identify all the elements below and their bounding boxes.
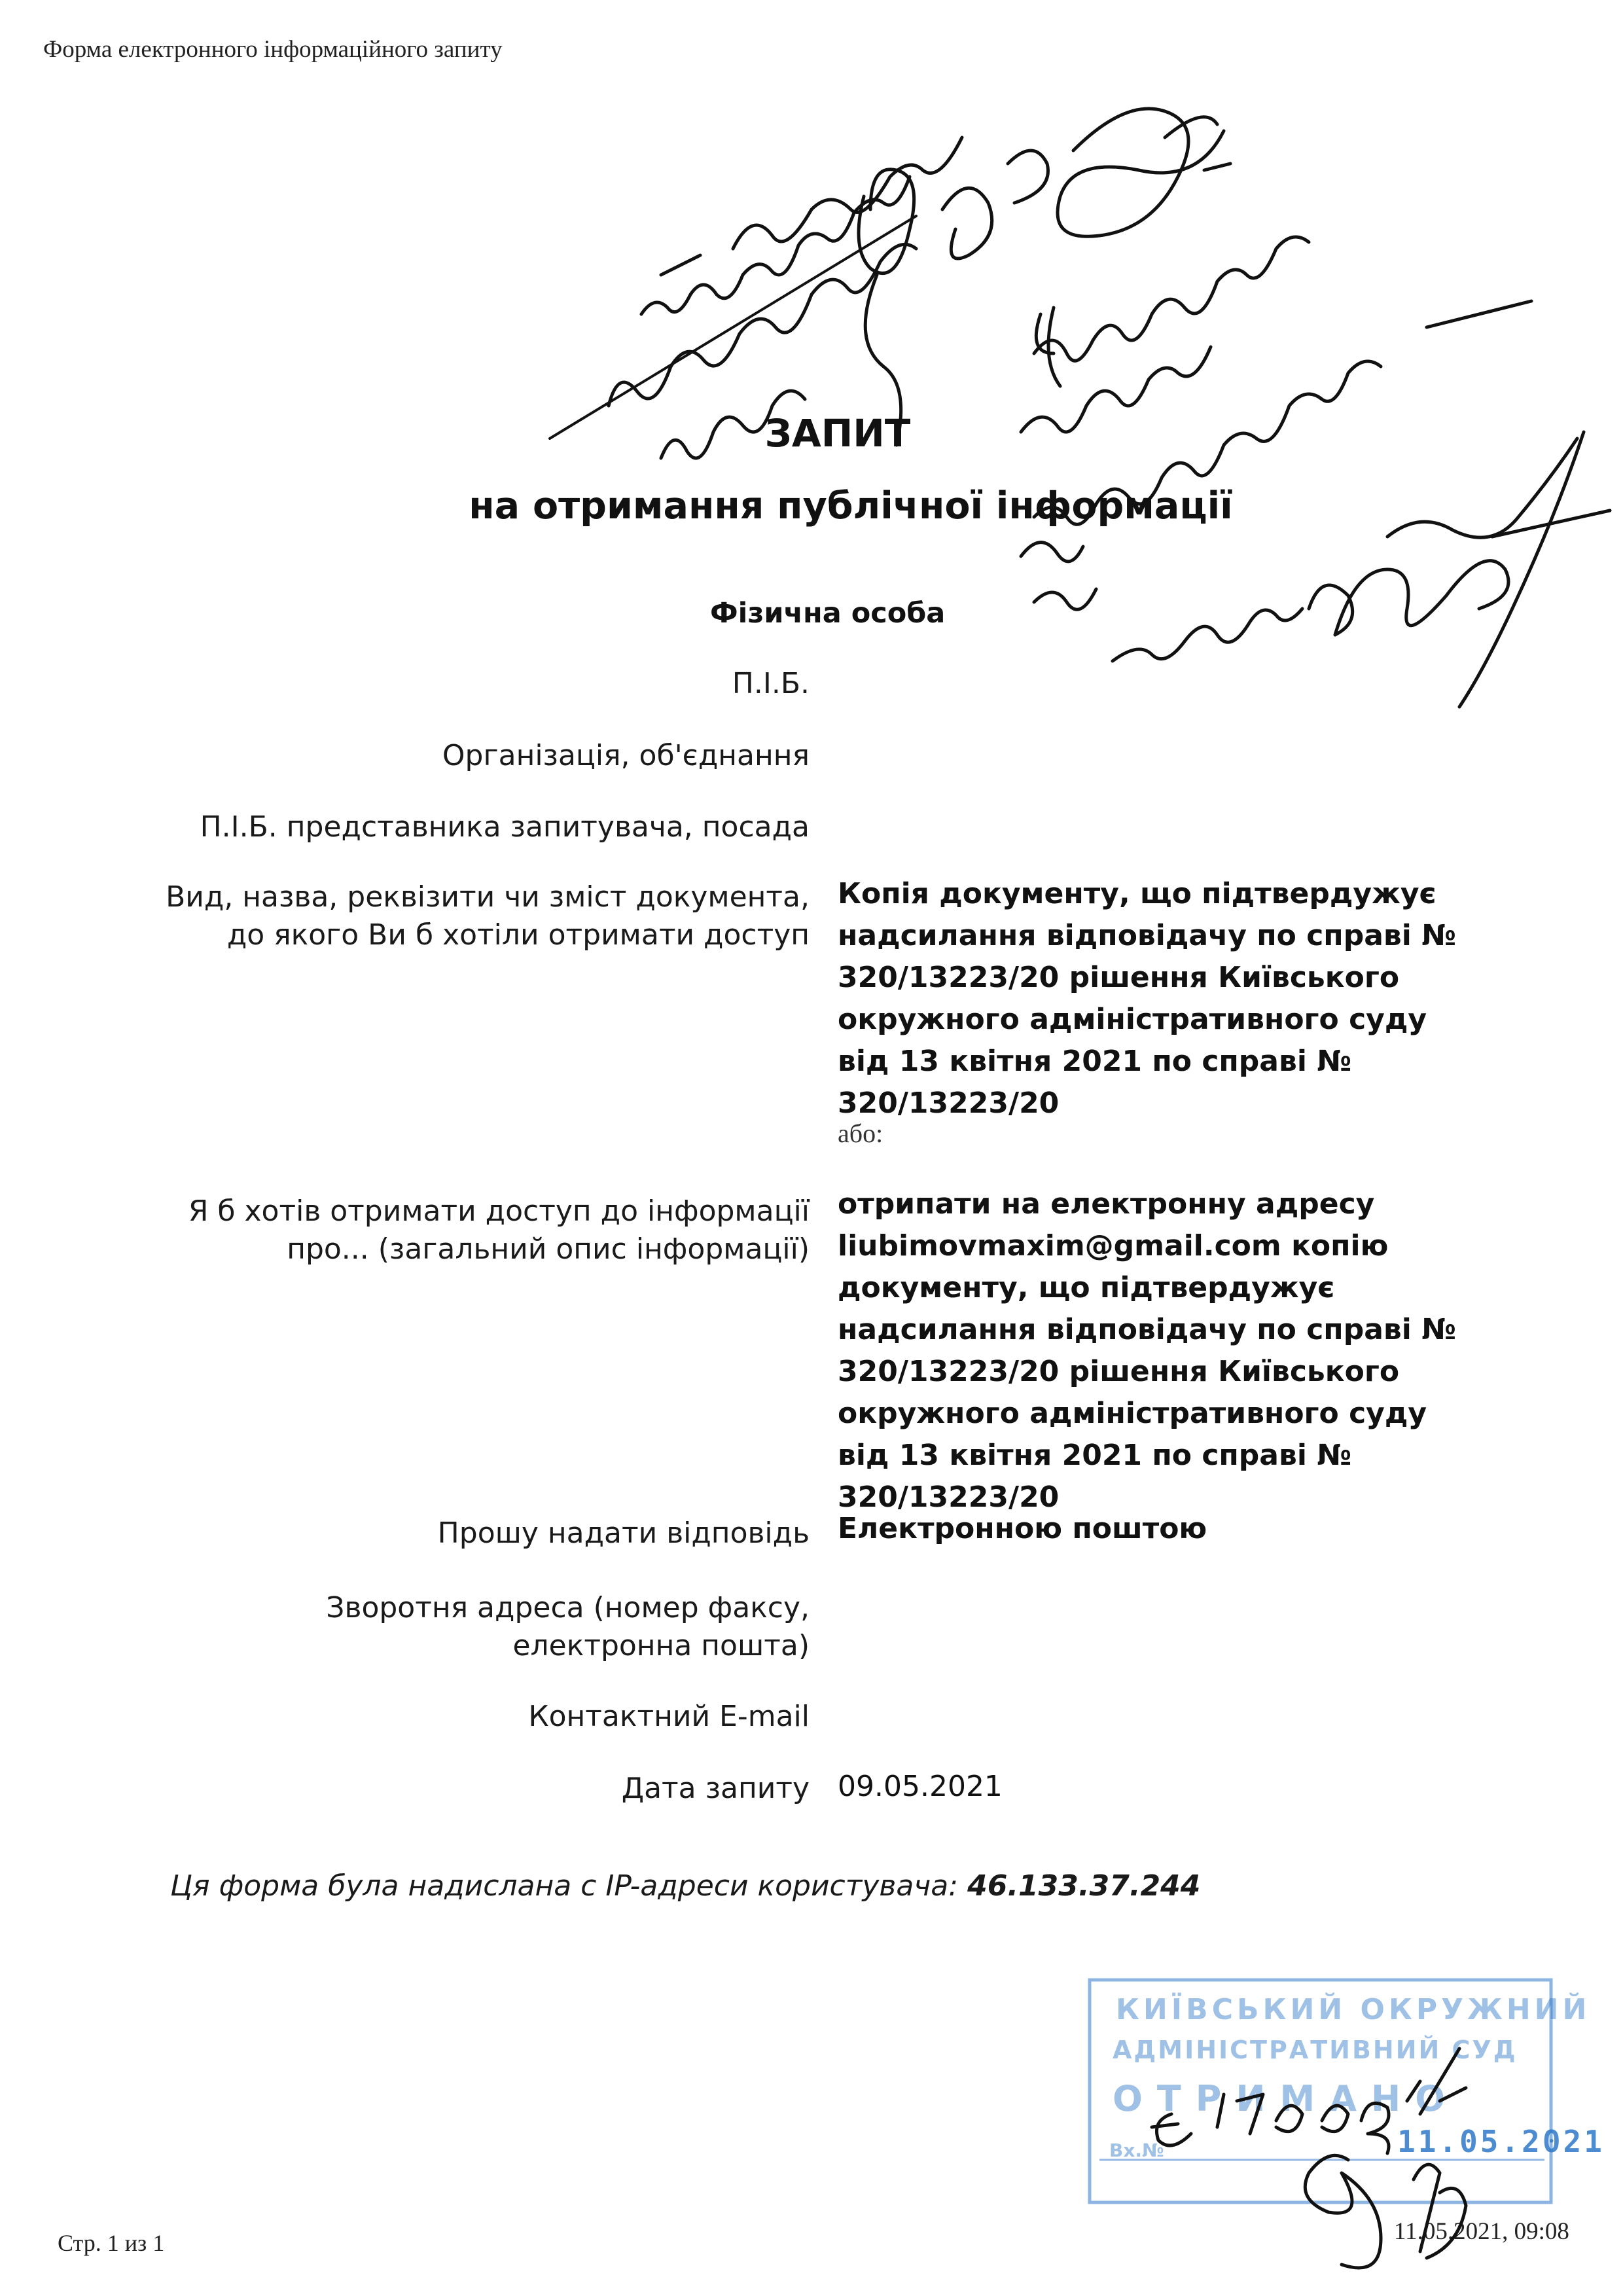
section-heading: Фізична особа — [710, 597, 946, 630]
svg-text:ОТРИМАНО: ОТРИМАНО — [1113, 2078, 1460, 2119]
field-value-information-request: отрипати на електронну адресу liubimovmaxim@gmail.com копію документу, що підтвердужує надсилання відповідачу по справі № 320/13223/20 рішення Київського окружного адміністративного суду від 13 квітня 2021 по справі № 320/13223/20 — [838, 1187, 1457, 1514]
intake-stamp — [1090, 1980, 1605, 2268]
svg-text:АДМІНІСТРАТИВНИЙ СУД: АДМІНІСТРАТИВНИЙ СУД — [1113, 2036, 1518, 2064]
field-label-organization: Організація, об'єднання — [442, 739, 810, 772]
svg-text:КИЇВСЬКИЙ ОКРУЖНИЙ: КИЇВСЬКИЙ ОКРУЖНИЙ — [1116, 1993, 1591, 2026]
print-timestamp: 11.05.2021, 09:08 — [1394, 2218, 1569, 2245]
field-label-response-method: Прошу надати відповідь — [437, 1516, 810, 1550]
field-label-return-address: Зворотня адреса (номер факсу, електронна пошта) — [326, 1591, 810, 1662]
field-value-document-details: Копія документу, що підтвердужує надсилання відповідачу по справі № 320/13223/20 рішення Київського окружного адміністративного суду від 13 квітня 2021 по справі № 320/13223/20 — [838, 877, 1457, 1120]
ip-note-text: Ця форма була надислана с IP-адреси користувача: — [170, 1869, 959, 1903]
field-label-contact-email: Контактний E-mail — [528, 1700, 810, 1733]
form-header: Форма електронного інформаційного запиту — [43, 36, 503, 63]
ip-address: 46.133.37.244 — [967, 1869, 1201, 1903]
field-label-document-details: Вид, назва, реквізити чи зміст документа, до якого Ви б хотіли отримати доступ — [166, 880, 810, 952]
svg-text:Вх.№: Вх.№ — [1109, 2140, 1164, 2161]
field-label-full-name: П.І.Б. — [732, 667, 810, 700]
document-subtitle: на отримання публічної інформації — [469, 484, 1233, 528]
field-label-information-request: Я б хотів отримати доступ до інформації про... (загальний опис інформації) — [188, 1194, 810, 1266]
document-title: ЗАПИТ — [764, 411, 911, 456]
field-value-request-date: 09.05.2021 — [838, 1770, 1003, 1803]
resolution-right-signature — [1021, 237, 1610, 707]
svg-text:11.05.2021: 11.05.2021 — [1397, 2124, 1605, 2159]
page-number: Стр. 1 из 1 — [58, 2230, 165, 2256]
field-label-representative: П.І.Б. представника запитувача, посада — [200, 810, 810, 844]
or-separator: або: — [838, 1119, 883, 1148]
field-value-response-method: Електронною поштою — [838, 1512, 1207, 1545]
field-label-request-date: Дата запиту — [621, 1772, 810, 1805]
